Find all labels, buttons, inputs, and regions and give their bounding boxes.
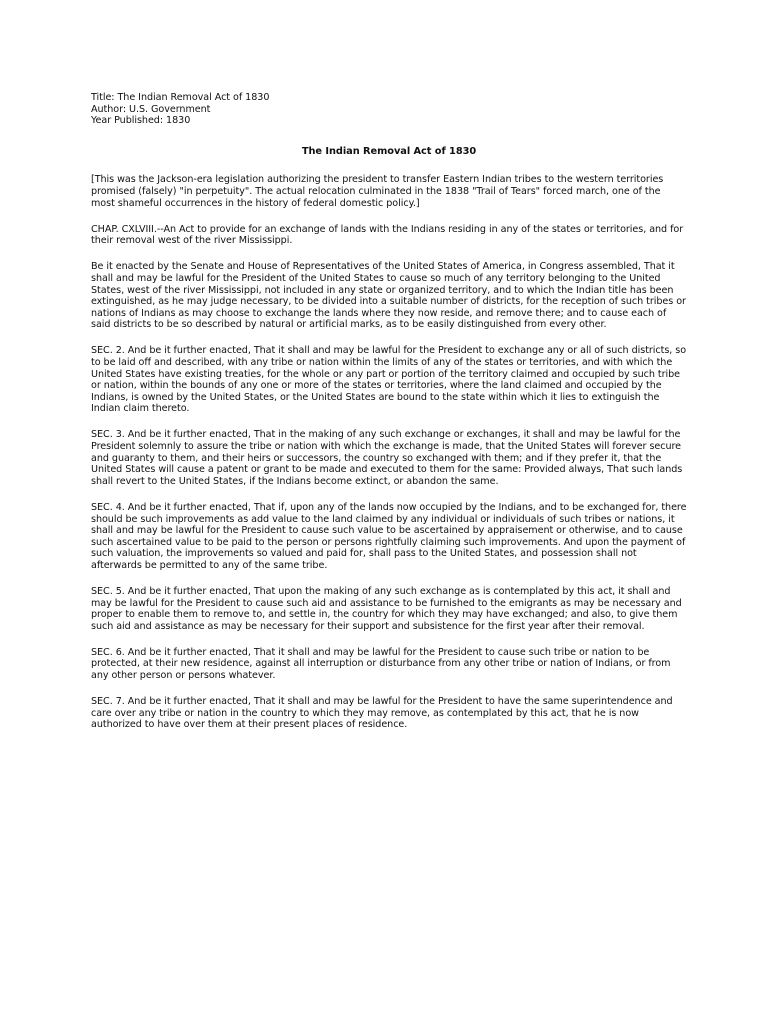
document-metadata xyxy=(91,92,687,127)
section-1-paragraph: Be it enacted by the Senate and House of Representatives of the United States of America, in Congress assembled, That it shall and may be lawful for the President of the United States to cause so much of any territory belonging to the United States, west of the river Mississippi, not included in any state or organized territory, and to which the Indian title has been extinguished, as he may judge necessary, to be divided into a suitable number of districts, for the reception of such tribes or nations of Indians as may choose to exchange the lands where they now reside, and remove there; and to cause each of said districts to be so described by natural or artificial marks, as to be easily distinguished from every other. xyxy=(91,261,686,331)
section-4-paragraph: SEC. 4. And be it further enacted, That if, upon any of the lands now occupied by the Indians, and to be exchanged for, there should be such improvements as add value to the land claimed by any individual or individuals of such tribes or nations, it shall and may be lawful for the President to cause such value to be ascertained by appraisement or otherwise, and to cause such ascertained value to be paid to the person or persons rightfully claiming such improvements. And upon the payment of such valuation, the improvements so valued and paid for, shall pass to the United States, and possession shall not afterwards be permitted to any of the same tribe. xyxy=(91,501,687,571)
chapter-intro-paragraph: CHAP. CXLVIII.--An Act to provide for an exchange of lands with the Indians residing in any of the states or territories, and for their removal west of the river Mississippi. xyxy=(91,223,684,247)
section-3-paragraph: SEC. 3. And be it further enacted, That in the making of any such exchange or exchanges, it shall and may be lawful for the President solemnly to assure the tribe or nation with which the exchange is made, that the United States will forever secure and guaranty to them, and their heirs or successors, the country so exchanged with them; and if they prefer it, that the United States will cause a patent or grant to be made and executed to them for the same: Provided always, That such lands shall revert to the United States, if the Indians become extinct, or abandon the same. xyxy=(91,429,683,487)
section-6-paragraph: SEC. 6. And be it further enacted, That it shall and may be lawful for the President to cause such tribe or nation to be protected, at their new residence, against all interruption or disturbance from any other tribe or nation of Indians, or from any other person or persons whatever. xyxy=(91,646,671,682)
metadata-title: Title: The Indian Removal Act of 1830 xyxy=(91,92,270,103)
document-content xyxy=(91,92,687,745)
section-5-paragraph: SEC. 5. And be it further enacted, That upon the making of any such exchange as is contemplated by this act, it shall and may be lawful for the President to cause such aid and assistance to be furnished to the emigrants as may be necessary and proper to enable them to remove to, and settle in, the country for which they may have exchanged; and also, to give them such aid and assistance as may be necessary for their support and subsistence for the first year after their removal. xyxy=(91,586,682,632)
section-2-paragraph: SEC. 2. And be it further enacted, That it shall and may be lawful for the President to exchange any or all of such districts, so to be laid off and described, with any tribe or nation within the limits of any of the states or territories, and with which the United States have existing treaties, for the whole or any part or portion of the territory claimed and occupied by such tribe or nation, within the bounds of any one or more of the states or territories, where the land claimed and occupied by the Indians, is owned by the United States, or the United States are bound to the state within which it lies to extinguish the Indian claim thereto. xyxy=(91,345,687,415)
metadata-author: Author: U.S. Government xyxy=(91,103,211,115)
document-heading: The Indian Removal Act of 1830 xyxy=(301,145,477,157)
metadata-year: Year Published: 1830 xyxy=(91,115,191,127)
section-7-paragraph: SEC. 7. And be it further enacted, That it shall and may be lawful for the President to have the same superintendence and care over any tribe or nation in the country to which they may remove, as contemplated by this act, that he is now authorized to have over them at their present places of residence. xyxy=(91,696,673,731)
editorial-note-paragraph: [This was the Jackson-era legislation authorizing the president to transfer Eastern Indian tribes to the western territories promised (falsely) "in perpetuity". The actual relocation culminated in the 1838 "Trail of Tears" forced march, one of the most shameful occurrences in the history of federal domestic policy.] xyxy=(91,174,664,209)
